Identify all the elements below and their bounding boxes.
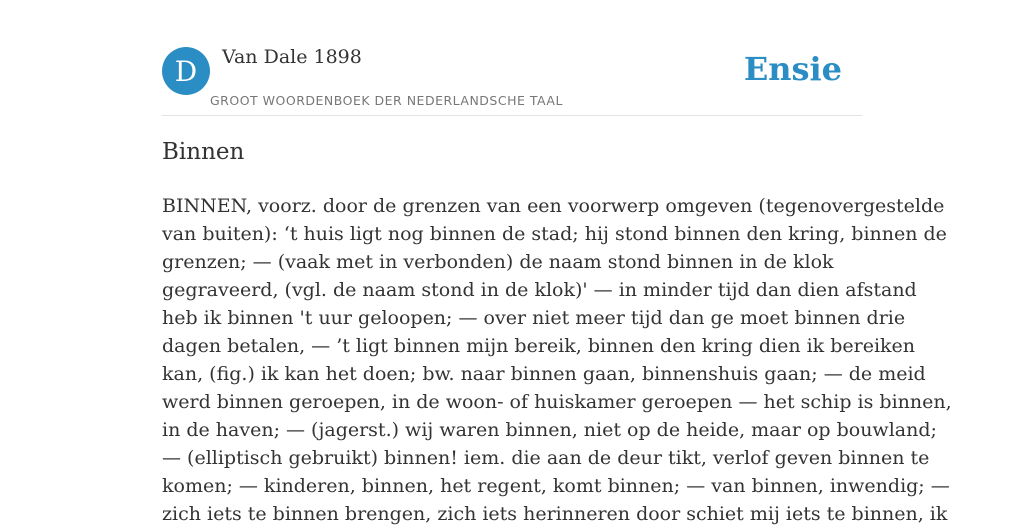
entry-line: dagen betalen, — ’t ligt binnen mijn bereik, binnen den kring dien ik bereiken	[162, 335, 916, 357]
entry-line: BINNEN, voorz. door de grenzen van een voorwerp omgeven (tegenovergestelde	[162, 195, 945, 217]
entry-line: werd binnen geroepen, in de woon- of huiskamer geroepen — het schip is binnen,	[162, 391, 952, 413]
entry-line: grenzen; — (vaak met in verbonden) de naam stond binnen in de klok	[162, 251, 834, 273]
source-avatar[interactable]: D	[162, 47, 210, 95]
entry-line: zich iets te binnen brengen, zich iets herinneren door schiet mij iets te binnen, ik	[162, 503, 948, 525]
brand-logo[interactable]: Ensie	[743, 50, 842, 88]
entry-line: van buiten): ‘t huis ligt nog binnen de stad; hij stond binnen den kring, binnen de	[162, 223, 947, 245]
entry-title: Binnen	[162, 139, 245, 165]
entry-line: — (elliptisch gebruikt) binnen! iem. die aan de deur tikt, verlof geven binnen te	[162, 447, 930, 469]
entry-line: komen; — kinderen, binnen, het regent, komt binnen; — van binnen, inwendig; —	[162, 475, 950, 497]
entry-line: kan, (fig.) ik kan het doen; bw. naar binnen gaan, binnenshuis gaan; — de meid	[162, 363, 926, 385]
entry-line: in de haven; — (jagerst.) wij waren binnen, niet op de heide, maar op bouwland;	[162, 419, 937, 441]
source-title[interactable]: Van Dale 1898	[222, 46, 362, 68]
entry-line: gegraveerd, (vgl. de naam stond in de klok)' — in minder tijd dan dien afstand	[162, 279, 917, 301]
header-divider	[162, 115, 862, 116]
source-subtitle: GROOT WOORDENBOEK DER NEDERLANDSCHE TAAL	[210, 93, 563, 108]
entry-line: heb ik binnen 't uur geloopen; — over niet meer tijd dan ge moet binnen drie	[162, 307, 906, 329]
entry-body	[162, 192, 952, 528]
